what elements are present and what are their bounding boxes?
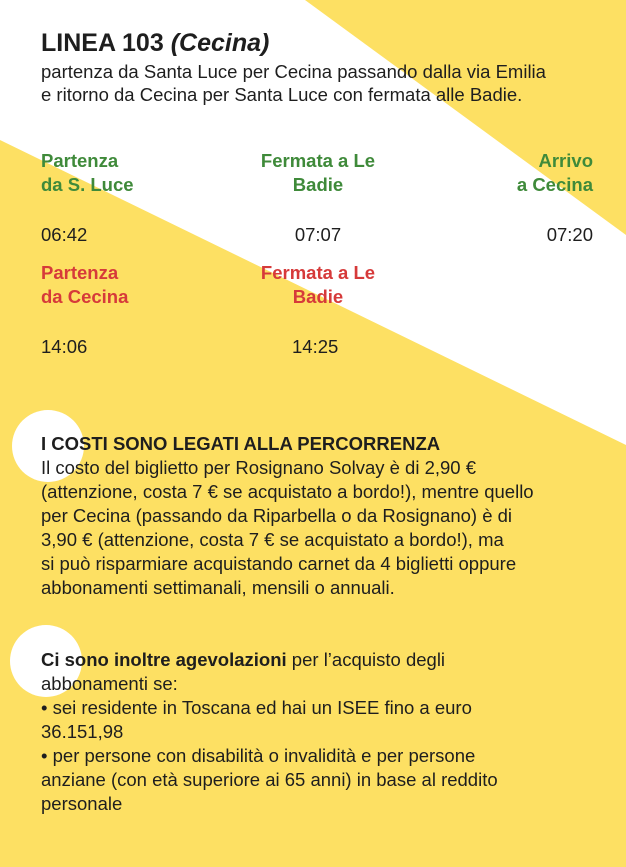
title-main: LINEA 103 [41,29,164,57]
intro-text [41,60,611,106]
costs-section [41,432,601,600]
costs-line: abbonamenti settimanali, mensili o annuali. [41,577,395,598]
return-departure-header: Partenza da Cecina [41,262,129,307]
costs-heading: I COSTI SONO LEGATI ALLA PERCORRENZA [41,433,441,454]
outbound-departure-time: 06:42 [41,224,88,245]
discounts-lead-rest: per l’acquisto degli [286,649,446,670]
outbound-arrival-header: Arrivo a Cecina [516,150,593,195]
discounts-line: personale [41,793,123,814]
discounts-line: abbonamenti se: [41,673,178,694]
outbound-departure-header: Partenza da S. Luce [41,150,134,195]
costs-line: si può risparmiare acquistando carnet da 4 biglietti oppure [41,553,517,574]
intro-line: e ritorno da Cecina per Santa Luce con fermata alle Badie. [41,84,523,105]
page-title [41,28,269,58]
costs-line: Il costo del biglietto per Rosignano Solvay è di 2,90 € [41,457,477,478]
discounts-line: • sei residente in Toscana ed hai un ISEE fino a euro [41,697,472,718]
discounts-line: 36.151,98 [41,721,124,742]
return-stop-time: 14:25 [292,336,339,357]
discounts-lead-bold: Ci sono inoltre agevolazioni [41,649,287,670]
discounts-section [41,648,601,816]
costs-line: per Cecina (passando da Riparbella o da Rosignano) è di [41,505,513,526]
discounts-line: anziane (con età superiore ai 65 anni) in base al reddito [41,769,498,790]
discounts-lead [41,648,601,672]
discounts-line: • per persone con disabilità o invalidità e per persone [41,745,476,766]
intro-line: partenza da Santa Luce per Cecina passando dalla via Emilia [41,61,546,82]
outbound-arrival-time: 07:20 [546,224,593,245]
outbound-stop-time: 07:07 [294,224,342,245]
title-subtitle: (Cecina) [170,29,270,57]
costs-line: (attenzione, costa 7 € se acquistato a bordo!), mentre quello [41,481,534,502]
costs-line: 3,90 € (attenzione, costa 7 € se acquistato a bordo!), ma [41,529,504,550]
return-stop-header: Fermata a Le Badie [260,262,376,307]
return-departure-time: 14:06 [41,336,88,357]
outbound-stop-header: Fermata a Le Badie [260,150,376,195]
